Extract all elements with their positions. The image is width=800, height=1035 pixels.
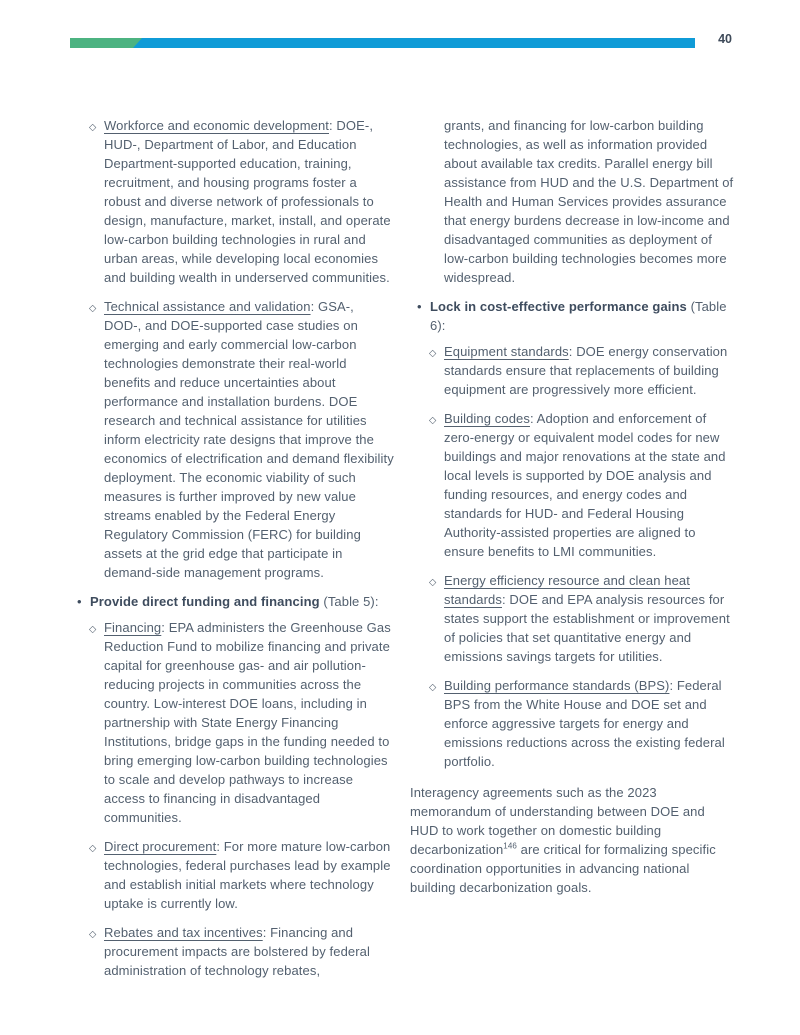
list-item-body-text: : DOE energy conservation standards ensure that replacements of building equipment are progressively more efficient.	[444, 344, 728, 397]
page-number: 40	[718, 32, 732, 46]
list-item-level2	[410, 676, 734, 771]
list-item-body-text: : Federal BPS from the White House and DOE set and enforce aggressive targets for energy and emissions reductions across the existing federal portfolio.	[444, 678, 725, 769]
footnote-reference: 146	[503, 841, 517, 851]
list-item-level2	[70, 116, 394, 287]
paragraph-text: Interagency agreements such as the 2023 memorandum of understanding between DOE and HUD to work together on domestic building decarbonization	[410, 785, 705, 857]
diamond-bullet-icon: ◇	[429, 576, 437, 588]
diamond-bullet-icon: ◇	[429, 681, 437, 693]
list-item-body-text: : Adoption and enforcement of zero-energy or equivalent model codes for new buildings and major renovations at the state and local levels is supported by DOE analysis and funding resources, and energy codes and standards for HUD- and Federal Housing Authority-assisted properties are aligned to ensure benefits to LMI communities.	[444, 411, 726, 559]
list-item-level2	[70, 297, 394, 582]
content-column-left	[70, 116, 394, 990]
list-item-bold-label: Lock in cost-effective performance gains	[430, 299, 687, 314]
list-item-body-text: : GSA-, DOD-, and DOE-supported case studies on emerging and early commercial low-carbon technologies demonstrate their real-world benefits and reduce uncertainties about performance and installation burdens. DOE research and technical assistance for utilities inform electricity rate designs that improve the economics of electrification and demand flexibility deployment. The economic viability of such measures is further improved by new value streams enabled by the Federal Energy Regulatory Commission (FERC) for building assets at the grid edge that participate in demand-side management programs.	[104, 299, 394, 580]
list-item-lead-label: Direct procurement	[104, 839, 217, 854]
list-item-lead-label: Building performance standards (BPS)	[444, 678, 670, 693]
diamond-bullet-icon: ◇	[89, 302, 97, 314]
bullet-icon: •	[417, 299, 422, 314]
header-accent-bar	[70, 38, 695, 48]
header-accent-bar-green-segment	[70, 38, 142, 48]
list-item-bold-label: Provide direct funding and financing	[90, 594, 320, 609]
list-item-body-text: : For more mature low-carbon technologies, federal purchases lead by example and establish initial markets where technology uptake is currently low.	[104, 839, 391, 911]
list-item-level2	[410, 342, 734, 399]
diamond-bullet-icon: ◇	[429, 414, 437, 426]
diamond-bullet-icon: ◇	[89, 928, 97, 940]
list-item-level2	[70, 837, 394, 913]
diamond-bullet-icon: ◇	[429, 347, 437, 359]
content-column-right	[410, 116, 734, 897]
list-item-rest-text: (Table 5):	[319, 594, 379, 609]
list-item-body-text: : DOE and EPA analysis resources for states support the establishment or improvement of policies that set quantitative energy and emissions savings targets for utilities.	[444, 592, 730, 664]
list-item-level2	[70, 923, 394, 980]
continuation-paragraph: grants, and financing for low-carbon building technologies, as well as information provided about available tax credits. Parallel energy bill assistance from HUD and the U.S. Department of Health and Human Services provides assurance that energy burdens decrease in low-income and disadvantaged communities as deployment of low-carbon building technologies becomes more widespread.	[444, 118, 734, 285]
list-item-level2	[70, 618, 394, 827]
list-item-lead-label: Building codes	[444, 411, 530, 426]
closing-paragraph	[410, 783, 734, 897]
list-item-rest-text: (Table 6):	[430, 299, 727, 333]
list-item-body-text: : EPA administers the Greenhouse Gas Reduction Fund to mobilize financing and private capital for greenhouse gas- and air pollution-reducing projects in communities across the country. Low-interest DOE loans, including in partnership with State Energy Financing Institutions, bridge gaps in the funding needed to bring emerging low-carbon building technologies to scale and develop pathways to increase access to financing in disadvantaged communities.	[104, 620, 391, 825]
diamond-bullet-icon: ◇	[89, 842, 97, 854]
list-item-body-text: : DOE-, HUD-, Department of Labor, and Education Department-supported education, training, recruitment, and housing programs foster a robust and diverse network of professionals to design, manufacture, market, install, and operate low-carbon building technologies in rural and urban areas, while developing local economies and building wealth in underserved communities.	[104, 118, 391, 285]
list-item-lead-label: Financing	[104, 620, 162, 635]
list-item-lead-label: Equipment standards	[444, 344, 569, 359]
paragraph-text: are critical for formalizing specific coordination opportunities in advancing national building decarbonization goals.	[410, 842, 716, 895]
list-item-level1	[410, 297, 734, 335]
list-item-level1	[70, 592, 394, 611]
list-item-body-text: : Financing and procurement impacts are bolstered by federal administration of technology rebates,	[104, 925, 370, 978]
diamond-bullet-icon: ◇	[89, 121, 97, 133]
list-item-lead-label: Technical assistance and validation	[104, 299, 311, 314]
diamond-bullet-icon: ◇	[89, 623, 97, 635]
list-item-lead-label: Rebates and tax incentives	[104, 925, 263, 940]
list-item-lead-label: Energy efficiency resource and clean heat standards	[444, 573, 690, 607]
list-item-level2	[410, 409, 734, 561]
bullet-icon: •	[77, 594, 82, 609]
list-item-lead-label: Workforce and economic development	[104, 118, 329, 133]
list-item-level2	[410, 571, 734, 666]
